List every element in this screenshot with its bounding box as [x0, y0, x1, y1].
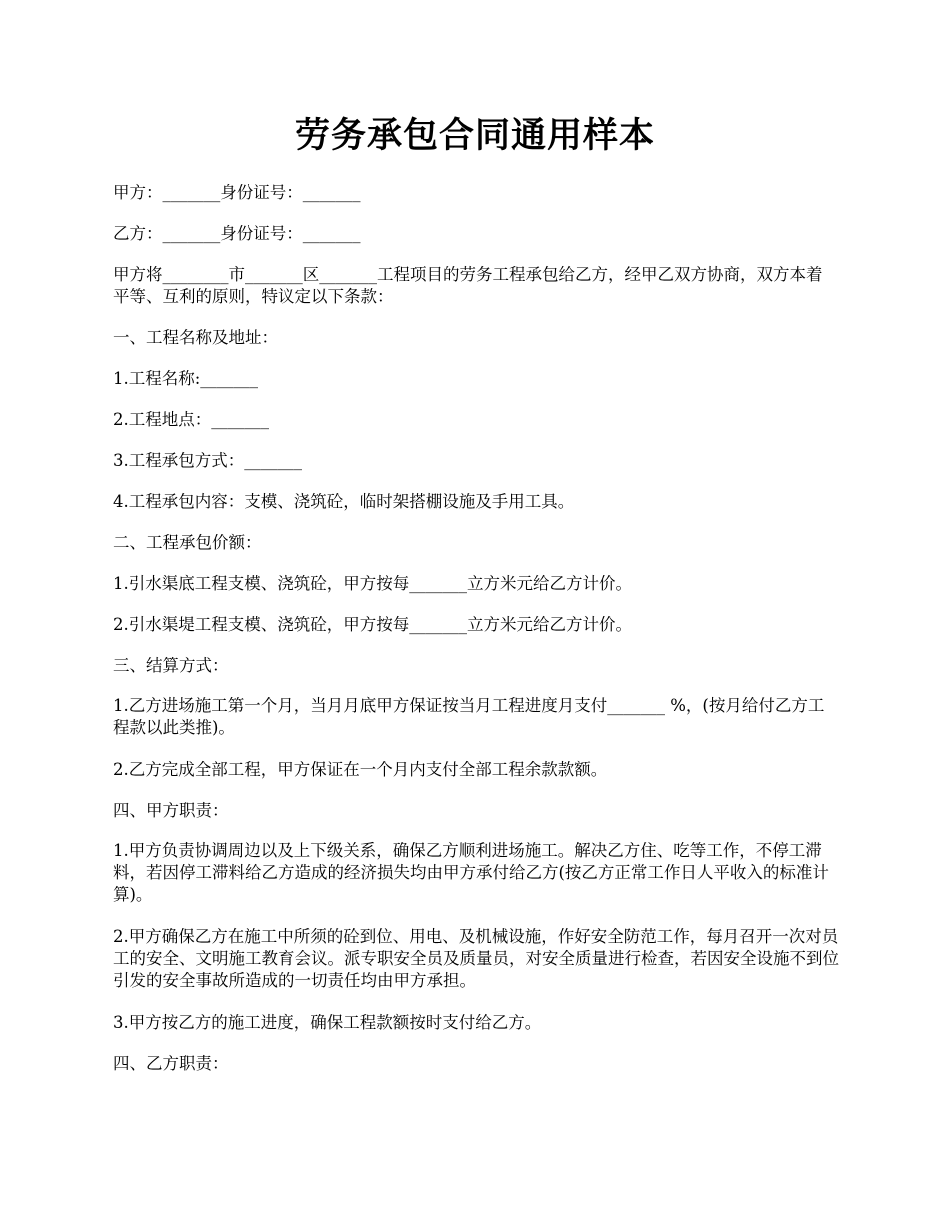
- clause-contract-method: 3.工程承包方式：_______: [113, 451, 302, 470]
- clause-contract-content: 4.工程承包内容：支模、浇筑砼，临时架搭棚设施及手用工具。: [113, 492, 575, 511]
- party-b-line: 乙方：_______身份证号：_______: [113, 224, 361, 243]
- clause-price-bottom: 1.引水渠底工程支模、浇筑砼，甲方按每_______立方米元给乙方计价。: [113, 574, 632, 593]
- section-heading-party-a-duties: 四、甲方职责：: [113, 801, 229, 820]
- section-heading-price: 二、工程承包价额：: [113, 533, 262, 552]
- clause-party-a-duty-1: 1.甲方负责协调周边以及上下级关系，确保乙方顺利进场施工。解决乙方住、吃等工作，不停工滞料，若因停工滞料给乙方造成的经济损失均由甲方承付给乙方(按乙方正常工作日人平收入的标准计算)。: [113, 841, 829, 904]
- clause-party-a-duty-3: 3.甲方按乙方的施工进度，确保工程款额按时支付给乙方。: [113, 1013, 542, 1032]
- document-title: 劳务承包合同通用样本: [294, 115, 655, 156]
- clause-project-name: 1.工程名称:_______: [113, 369, 259, 388]
- section-heading-settlement: 三、结算方式：: [113, 656, 229, 675]
- party-a-line: 甲方：_______身份证号：_______: [113, 183, 361, 202]
- clause-price-bank: 2.引水渠堤工程支模、浇筑砼，甲方按每_______立方米元给乙方计价。: [113, 615, 632, 634]
- intro-paragraph: 甲方将________市_______区_______工程项目的劳务工程承包给乙方，经甲乙双方协商，双方本着平等、互利的原则，特议定以下条款：: [113, 265, 823, 306]
- clause-settlement-monthly: 1.乙方进场施工第一个月，当月月底甲方保证按当月工程进度月支付_______ %，(按月给付乙方工程款以此类推)。: [113, 696, 825, 737]
- clause-project-location: 2.工程地点：_______: [113, 410, 269, 429]
- clause-party-a-duty-2: 2.甲方确保乙方在施工中所须的砼到位、用电、及机械设施，作好安全防范工作，每月召开一次对员工的安全、文明施工教育会议。派专职安全员及质量员，对安全质量进行检查，若因安全设施不到位引发的安全事故所造成的一切责任均由甲方承担。: [113, 927, 839, 990]
- clause-settlement-final: 2.乙方完成全部工程，甲方保证在一个月内支付全部工程余款款额。: [113, 760, 608, 779]
- section-heading-party-b-duties: 四、乙方职责：: [113, 1054, 229, 1073]
- section-heading-project: 一、工程名称及地址：: [113, 328, 278, 347]
